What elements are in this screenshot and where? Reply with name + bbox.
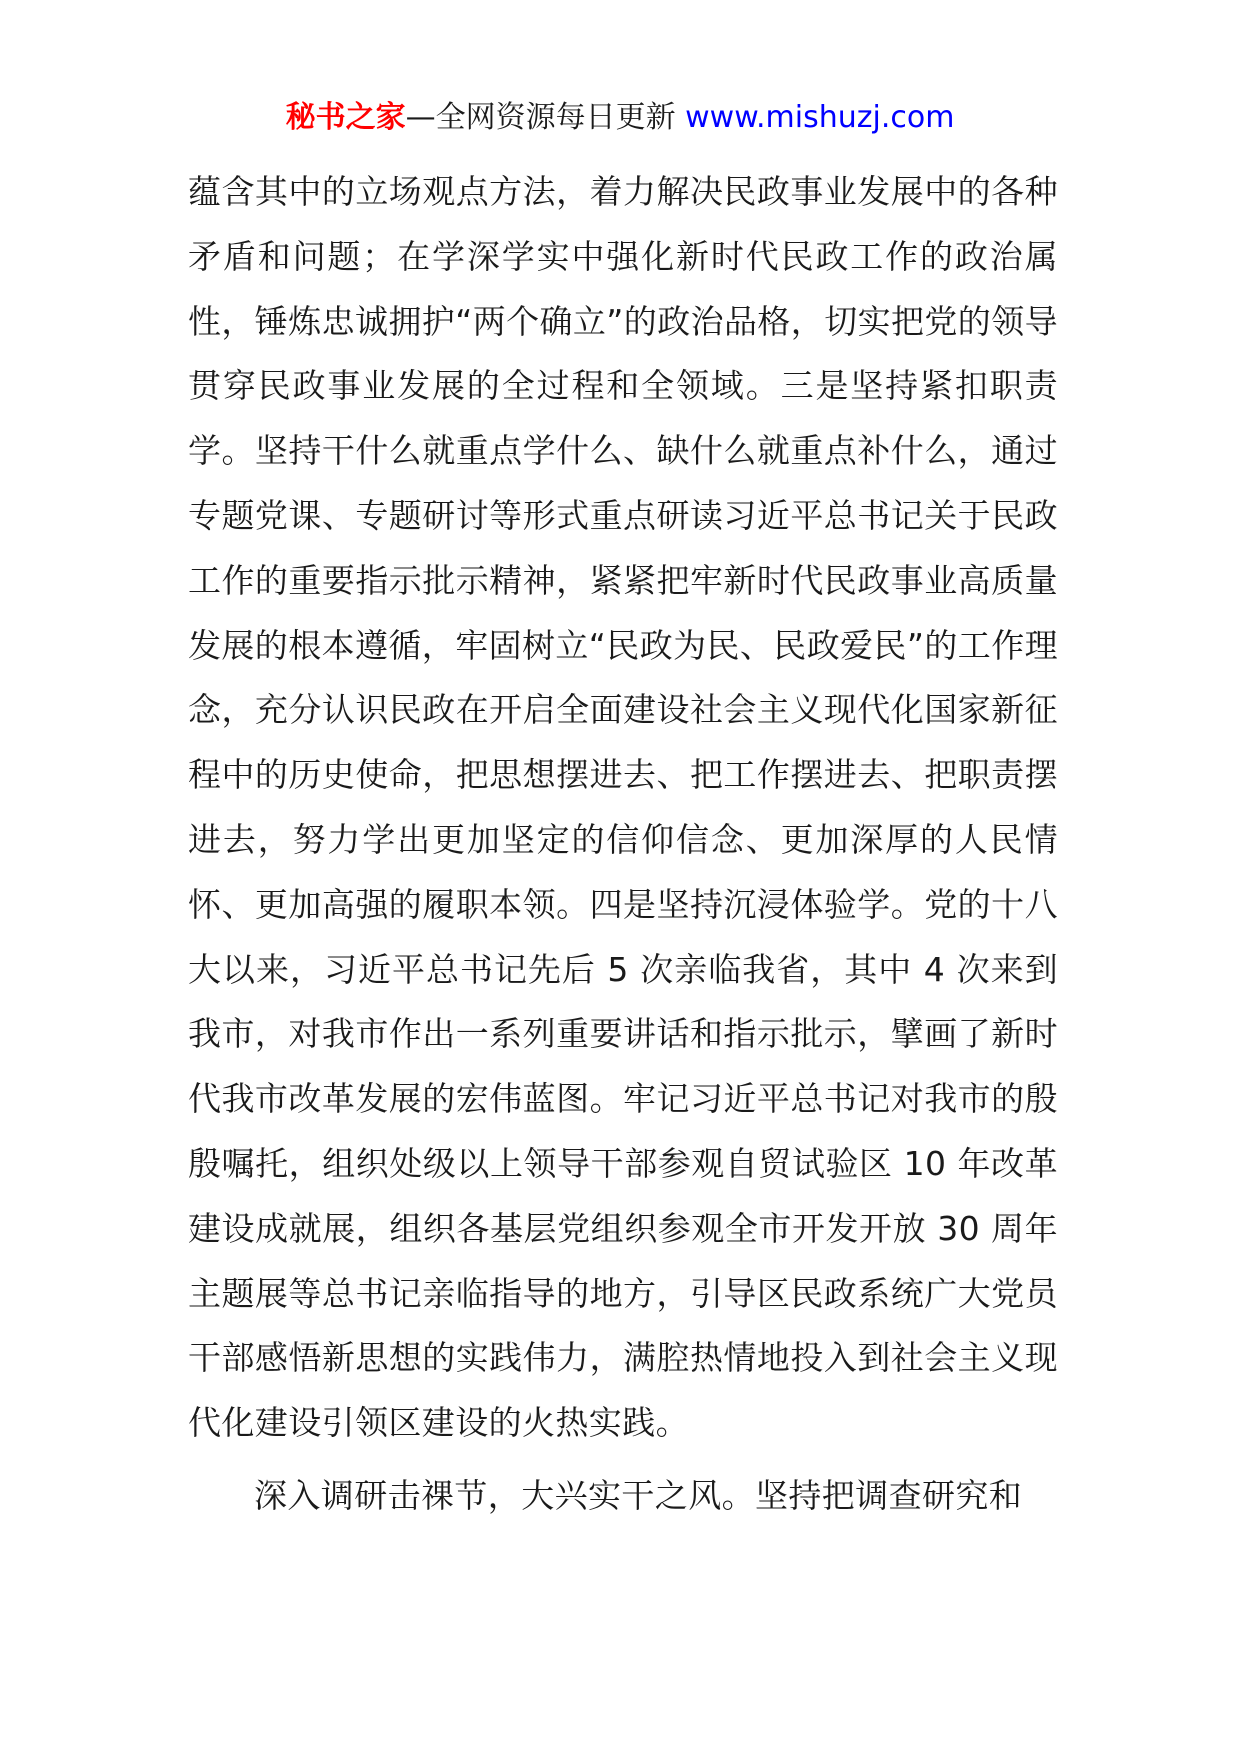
header-url[interactable]: www.mishuzj.com bbox=[685, 100, 955, 135]
document-body bbox=[188, 160, 1058, 1529]
body-paragraph: 深入调研击祼节，大兴实干之风。坚持把调查研究和 bbox=[254, 1475, 1023, 1515]
body-paragraph: 蕴含其中的立场观点方法，着力解决民政事业发展中的各种矛盾和问题；在学深学实中强化新时代民政工作的政治属性，锤炼忠诚拥护“两个确立”的政治品格，切实把党的领导贯穿民政事业发展的全过程和全领域。三是坚持紧扣职责学。坚持干什么就重点学什么、缺什么就重点补什么，通过专题党课、专题研讨等形式重点研读习近平总书记关于民政工作的重要指示批示精神，紧紧把牢新时代民政事业高质量发展的根本遵循，牢固树立“民政为民、民政爱民”的工作理念，充分认识民政在开启全面建设社会主义现代化国家新征程中的历史使命，把思想摆进去、把工作摆进去、把职责摆进去，努力学出更加坚定的信仰信念、更加深厚的人民情怀、更加高强的履职本领。四是坚持沉浸体验学。党的十八大以来，习近平总书记先后 5 次亲临我省，其中 4 次来到我市，对我市作出一系列重要讲话和指示批示，擘画了新时代我市改革发展的宏伟蓝图。牢记习近平总书记对我市的殷殷嘱托，组织处级以上领导干部参观自贸试验区 10 年改革建设成就展，组织各基层党组织参观全市开发开放 30 周年主题展等总书记亲临指导的地方，引导区民政系统广大党员干部感悟新思想的实践伟力，满腔热情地投入到社会主义现代化建设引领区建设的火热实践。 bbox=[188, 172, 1058, 1443]
header-tagline: —全网资源每日更新 bbox=[405, 100, 686, 135]
page-header bbox=[0, 98, 1240, 138]
brand-name: 秘书之家 bbox=[285, 100, 406, 135]
